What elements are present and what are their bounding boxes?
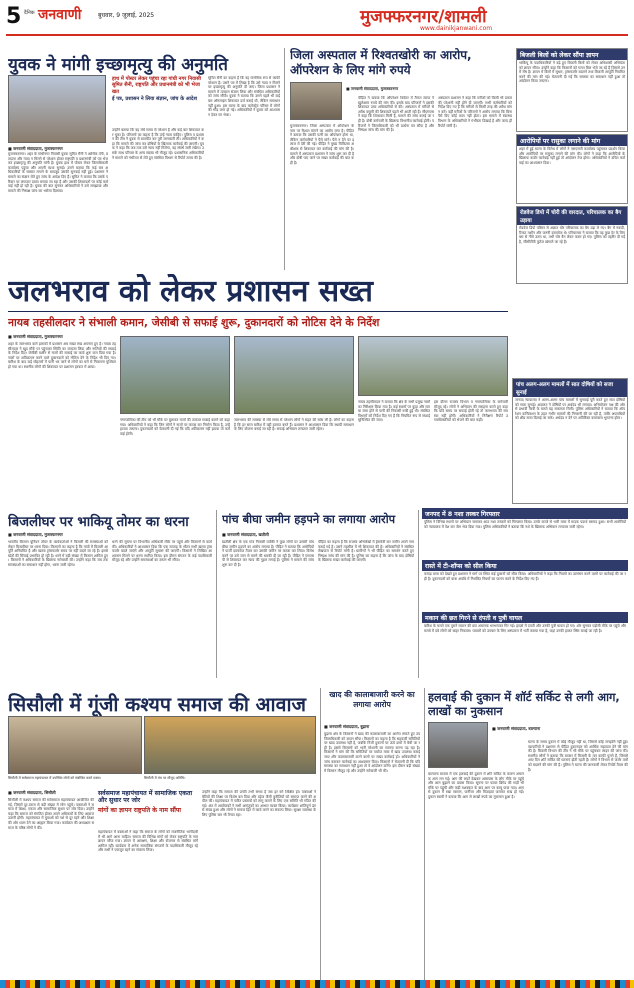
box7: मकान की छत गिरने से दंपती व पुत्री घायल बारिश के चलते एक पुराने मकान की छत अचानक भरभराकर गिर गई। हादसे में दंपती और उनकी पुत्री घायल हो गए। शोर सुनकर पड़ोसी मौके पर पहुंचे और मलबे में दबे लोगों को बाहर निकाला। घायलों को उपचार के लिए अस्पताल में भर्ती कराया गया है, जहां उनकी हालत स्थिर बताई जा रही है।: [422, 612, 628, 678]
story1-photo: [8, 75, 106, 143]
section-title: मुजफ्फरनगर/शामली: [360, 7, 487, 27]
main-photo-2: [234, 336, 354, 414]
story5-body-col1: सिसौली में कश्यप समाज की सर्वसमाज महापंचायत आयोजित की गई, जिसमें दूर-दराज से बड़ी संख्या में लोग पहुंचे। वक्ताओं ने समाज में शिक्षा, एकता और सामाजिक सुधार पर जोर दिया। उन्होंने कहा कि समाज को संगठित होकर अपने अधिकारों के लिए आवाज उठानी होगी। महापंचायत में युवाओं को नशे से दूर रहने और शिक्षा की ओर ध्यान देने का आह्वान किया गया। कार्यक्रम की अध्यक्षता समाज के वरिष्ठ लोगों ने की।: [8, 798, 94, 830]
story1-body-col2: उन्होंने बताया कि वह लंबे समय से परेशान है और कई बार शिकायत कर चुका है। परिजनों का कहना है कि उन्हें न्याय चाहिए। पुलिस व प्रशासन की टीम ने युवक से बातचीत कर पूरी जानकारी ली। अधिकारियों ने कहा कि मामले की जांच कर दोषियों के खिलाफ कार्रवाई की जाएगी। युवक ने कहा कि जब तक उसे न्याय नहीं मिलेगा, वह संघर्ष जारी रखेगा। उसके साथ परिवार के अन्य सदस्य भी मौजूद रहे। प्रशासनिक अधिकारियों ने मामले को गंभीरता से लेते हुए संबंधित विभाग से रिपोर्ट तलब की है।: [112, 128, 204, 160]
story6-body-col1: बुढ़ाना क्षेत्र के किसानों ने खाद की कालाबाजारी का आरोप लगाते हुए उपजिलाधिकारी को ज्ञापन सौंपा। किसानों का कहना है कि सहकारी समितियों पर खाद उपलब्ध नहीं है, जबकि निजी दुकानों पर ऊंचे दामों में बेची जा रही है। इससे किसानों को भारी परेशानी का सामना करना पड़ रहा है। किसानों ने मांग की कि समितियों पर पर्याप्त मात्रा में खाद उपलब्ध कराई जाए और कालाबाजारी करने वालों पर सख्त कार्रवाई हो। अधिकारियों ने जांच कराकर कार्रवाई का आश्वासन दिया। किसानों ने चेतावनी दी कि यदि समस्या का समाधान नहीं हुआ तो वे आंदोलन करेंगे। इस दौरान बड़ी संख्या में किसान मौजूद रहे और उन्होंने नारेबाजी भी की।: [324, 732, 420, 773]
story5-body-col3: उन्होंने कहा कि समाज की प्रगति तभी संभव है जब हर वर्ग शिक्षित हो। वक्ताओं ने बेटियों की शिक्षा पर विशेष बल दिया और दहेज जैसी कुरीतियों को समाप्त करने की अपील की। महापंचायत में पारित प्रस्तावों को लागू कराने के लिए एक समिति भी गठित की गई। अंत में आयोजकों ने सभी आगंतुकों का आभार व्यक्त किया। कार्यक्रम शांतिपूर्ण ढंग से संपन्न हुआ और लोगों ने समाज हित में कार्य करने का संकल्प लिया। सुरक्षा व्यवस्था के लिए पुलिस बल भी तैनात रहा।: [202, 790, 316, 817]
issue-date: बुधवार, 9 जुलाई, 2025: [98, 12, 155, 19]
story2-body-col2: पीड़ित ने बताया कि ऑपरेशन थियेटर में तैनात स्टाफ ने खुलेआम रुपये की मांग की। इसके बाद परिजनों ने इसकी शिकायत उच्च अधिकारियों से की। अस्पताल में मरीजों से अवैध वसूली की शिकायतें पहले भी आती रही हैं। सीएमएस ने कहा कि शिकायत मिली है, मामले की जांच कराई जा रही है। दोषी कर्मचारी के खिलाफ विभागीय कार्रवाई होगी। परिजनों ने जिलाधिकारी को भी प्रार्थना पत्र सौंपा है और निष्पक्ष जांच की मांग की है।: [358, 96, 434, 133]
story7-body-col1: बाल्याना बाजार में एक हलवाई की दुकान में शॉर्ट सर्किट के कारण अचानक आग लग गई। आग की लपटें देखकर आसपास के लोग मौके पर पहुंचे और आग बुझाने का प्रयास किया। सूचना पर फायर ब्रिगेड की गाड़ी भी मौके पर पहुंची और कड़ी मशक्कत के बाद आग पर काबू पाया गया। आग से दुकान में रखा सामान, फर्नीचर और मिठाइयां जलकर राख हो गईं। दुकान स्वामी ने बताया कि आग से लाखों रुपये का नुकसान हुआ है।: [428, 772, 524, 799]
masthead: [0, 0, 634, 40]
story2-body-col3: अस्पताल प्रशासन ने कहा कि मरीजों को किसी भी प्रकार की परेशानी नहीं होने दी जाएगी। सभी कर्मचारियों को निर्देश दिए गए हैं कि मरीजों से किसी तरह की अवैध मांग न करें। वहीं मरीजों के परिजनों ने आरोप लगाया कि बिना पैसे दिए कोई काम नहीं होता। इस मामले में स्वास्थ्य विभाग के अधिकारियों ने गंभीरता दिखाई है और जल्द ही रिपोर्ट मांगी है।: [438, 96, 512, 128]
story5-sidebar-headline2: मांगों का ज्ञापन राष्ट्रपति के नाम सौंपा: [98, 806, 181, 814]
main-photo-1: [120, 336, 230, 414]
story1-body-col1: मुजफ्फरनगर। शहर के गांधीनगर निवासी युवक सुमित सैनी ने आर्थिक तंगी, प्रताड़ना और न्याय न मिलने से परेशान होकर राष्ट्रपति व प्रधानमंत्री को पत्र भेजकर इच्छामृत्यु की अनुमति मांगी है। युवक हाथ में पोस्टर लेकर जिलाधिकारी कार्यालय पहुंचा और अपनी व्यथा सुनाई। उसने बताया कि कई बार अधिकारियों के चक्कर लगाने के बावजूद उसकी सुनवाई नहीं हुई। प्रशासन ने मामले का संज्ञान लेते हुए जांच के आदेश दिए हैं। सुमित ने बताया कि उसके परिवार पर लगातार दबाव बनाया जा रहा है और उसकी शिकायतों पर कोई कार्रवाई नहीं हो रही है। युवक की बात सुनकर अधिकारियों ने उसे समझाया और मामले की निष्पक्ष जांच का भरोसा दिलाया।: [8, 152, 108, 193]
main-byline: ■ जनवाणी संवाददाता, मुजफ्फरनगर: [8, 334, 63, 339]
column-divider: [424, 688, 425, 980]
story5-caption-right: सिसौली में मंच पर मौजूद अतिथि।: [144, 776, 186, 780]
column-divider: [284, 48, 285, 270]
paper-prefix: दैनिक: [24, 10, 35, 16]
box2-title: आरोपियों पर रासुका लगाने की मांग: [517, 135, 627, 146]
page-number: 5: [6, 4, 22, 29]
main-body-col5: इस दौरान राजस्व विभाग व नगरपालिका के कर्मचारी मौजूद रहे। लोगों ने अभियान की सराहना करते हुए कहा कि यदि समय पर सफाई होती रहे तो जलभराव की समस्या नहीं होगी। अधिकारियों ने निरीक्षण रिपोर्ट उच्चाधिकारियों को भेजने की बात कही।: [434, 400, 508, 423]
story5-byline: ■ जनवाणी संवाददाता, सिसौली: [8, 790, 56, 795]
box4-title: पांच अलग-अलग मामलों में सात दोषियों को सजा सुनाई: [513, 379, 627, 397]
story5-body-col2: महापंचायत में वक्ताओं ने कहा कि समाज के लोगों को राजनीतिक भागीदारी में भी आगे आना चाहिए। समाज की विभिन्न मांगों को लेकर राष्ट्रपति के नाम ज्ञापन सौंपा गया। ज्ञापन में आरक्षण, शिक्षा और रोजगार से संबंधित मांगें शामिल रहीं। कार्यक्रम में अनेक सामाजिक संगठनों के पदाधिकारी मौजूद रहे और सभी ने एकजुट रहने का संकल्प लिया।: [98, 830, 198, 853]
story3-headline: बिजलीघर पर भाकियू तोमर का धरना: [8, 515, 189, 530]
story3-body-col1: भारतीय किसान यूनियन तोमर के कार्यकर्ताओं ने बिजली की समस्याओं को लेकर बिजलीघर पर धरना दिया। किसानों का कहना है कि गांवों में बिजली आपूर्ति अनियमित है और खराब ट्रांसफार्मर समय पर नहीं बदले जा रहे हैं। इससे खेतों की सिंचाई प्रभावित हो रही है। धरने में बड़ी संख्या में किसान शामिल हुए। किसानों ने अधिकारियों के खिलाफ नारेबाजी की। उन्होंने कहा कि जब तक समस्याओं का समाधान नहीं होगा, धरना जारी रहेगा।: [8, 540, 108, 567]
main-subheadline: नायब तहसीलदार ने संभाली कमान, जेसीबी से सफाई शुरू, दुकानदारों को नोटिस देने के निर्देश: [8, 316, 380, 329]
column-divider: [320, 688, 321, 980]
box1-title: बिजली बिलों को लेकर सौंपा ज्ञापन: [517, 49, 627, 60]
main-body-col3: जलभराव की समस्या से लंबे समय से परेशान लोगों ने राहत की सांस ली है। लोगों का कहना है कि हर साल बारिश में यही हालात बनते हैं। प्रशासन ने आश्वासन दिया कि स्थायी समाधान के लिए योजना बनाई जा रही है। सफाई अभियान लगातार जारी रहेगा।: [234, 418, 354, 432]
main-photo-3: [358, 336, 508, 396]
story5-photo-right: [144, 716, 316, 774]
story2-byline: ■ जनवाणी संवाददाता, मुजफ्फरनगर: [346, 86, 399, 91]
story5-headline: सिसौली में गूंजी कश्यप समाज की आवाज: [8, 693, 306, 716]
main-headline: जलभराव को लेकर प्रशासन सख्त: [8, 274, 373, 309]
color-registration-band: [0, 980, 634, 988]
main-headline-rule: [8, 311, 508, 312]
main-body-col4: नायब तहसीलदार ने बताया कि क्षेत्र के सभी प्रमुख नालों का निरीक्षण किया गया है। कई स्थानों पर कूड़ा और मलबा जमा होने से पानी की निकासी रुकी हुई थी। संबंधित विभागों को निर्देश दिए गए हैं कि नियमित रूप से सफाई सुनिश्चित की जाए।: [358, 400, 430, 423]
story1-headline: युवक ने मांगी इच्छामृत्यु की अनुमति: [8, 55, 228, 75]
story7-body-col2: घटना के समय दुकान में कोई मौजूद नहीं था, जिससे कोई जनहानि नहीं हुई। व्यापारियों ने प्रशासन से पीड़ित दुकानदार को आर्थिक सहायता देने की मांग की है। बिजली विभाग की टीम ने भी मौके पर पहुंचकर लाइन की जांच की। स्थानीय लोगों ने बताया कि बाजार में बिजली के तार काफी पुराने हैं, जिससे आए दिन शॉर्ट सर्किट की घटनाएं होती रहती हैं। लोगों ने विभाग से जर्जर तारों को बदलने की मांग की है। पुलिस ने घटना की जानकारी लेकर रिपोर्ट तैयार की है।: [528, 740, 628, 772]
story5-sidebar: [98, 790, 198, 814]
paper-name: जनवाणी: [38, 7, 82, 23]
main-body-col1: शहर के जलभराव वाले इलाकों में प्रशासन अब सख्त रुख अपनाए हुए है। नायब तहसीलदार ने खुद मौके पर पहुंचकर स्थिति का जायजा लिया और नालियों की सफाई के निर्देश दिए। जेसीबी मशीन से नालों की सफाई का कार्य शुरू करा दिया गया है। नालों पर अतिक्रमण करने वाले दुकानदारों को नोटिस देने के निर्देश भी दिए गए। बारिश के बाद कई मोहल्लों में पानी भर जाने से लोगों का घरों से निकलना मुश्किल हो गया था। स्थानीय लोगों की शिकायत पर प्रशासन हरकत में आया।: [8, 342, 116, 369]
story7-byline: ■ जनवाणी संवाददाता, बाल्याना: [492, 726, 541, 731]
box5-title: जनपद में 8 नशा तस्कर गिरफ्तार: [422, 508, 628, 519]
main-body-col2: नगरपालिका की टीम को भी मौके पर बुलाकर नालों की तत्काल सफाई कराने को कहा गया। अधिकारियों ने कहा कि जिन लोगों ने नालों पर कब्जा कर निर्माण किया है, उन्हें हटाया जाएगा। दुकानदारों को चेतावनी दी गई कि यदि अतिक्रमण नहीं हटाया तो कार्रवाई होगी।: [120, 418, 230, 436]
story3-body-col2: धरने की सूचना पर विभागीय अधिकारी मौके पर पहुंचे और किसानों से वार्ता की। अधिकारियों ने आश्वासन दिया कि एक सप्ताह के भीतर सभी खराब ट्रांसफार्मर बदले जाएंगे और आपूर्ति सुचारू की जाएगी। किसानों ने लिखित आश्वासन मिलने पर धरना स्थगित किया। इस दौरान संगठन के कई पदाधिकारी मौजूद रहे और उन्होंने समस्याओं का ज्ञापन भी सौंपा।: [112, 540, 212, 563]
story4-body-col1: खतौली क्षेत्र के एक गांव निवासी व्यक्ति ने कुछ लोगों पर उसकी पांच बीघा जमीन हड़पने का आरोप लगाया है। पीड़ित ने बताया कि आरोपियों ने फर्जी दस्तावेज तैयार कर उसकी जमीन पर कब्जा कर लिया। विरोध करने पर उसे जान से मारने की धमकी दी जा रही है। पीड़ित ने एसएसपी से शिकायत कर न्याय की गुहार लगाई है। पुलिस ने मामले की जांच शुरू कर दी है।: [222, 540, 314, 567]
story1-byline: ■ जनवाणी संवाददाता, मुजफ्फरनगर: [8, 146, 63, 151]
masthead-rule: [6, 34, 628, 36]
story4-body-col2: पीड़ित का कहना है कि राजस्व अभिलेखों में हेराफेरी कर जमीन अपने नाम कराई गई है। उसने तहसील में भी शिकायत की है। अधिकारियों ने संबंधित लेखपाल से रिपोर्ट मांगी है। ग्रामीणों ने भी पीड़ित का समर्थन करते हुए निष्पक्ष जांच की मांग की है। पुलिस का कहना है कि जांच के बाद दोषियों के खिलाफ सख्त कार्रवाई की जाएगी।: [318, 540, 414, 563]
box5: जनपद में 8 नशा तस्कर गिरफ्तार पुलिस ने विभिन्न स्थानों पर अभियान चलाकर आठ नशा तस्करों को गिरफ्तार किया। उनके कब्जे से भारी मात्रा में मादक पदार्थ बरामद हुआ। सभी आरोपियों को न्यायालय में पेश कर जेल भेज दिया गया। पुलिस अधिकारियों ने बताया कि नशे के खिलाफ अभियान लगातार जारी रहेगा।: [422, 508, 628, 558]
box3: रोडवेज डिपो में चोरी की वारदात, परिचालक का बैग उड़ाया रोडवेज डिपो परिसर से अज्ञात चोर परिचालक का बैग उड़ा ले गए। बैग में नकदी, टिकट मशीन और जरूरी दस्तावेज थे। परिचालक ने बताया कि वह कुछ देर के लिए बस से नीचे उतरा था, तभी चोर बैग लेकर फरार हो गए। पुलिस को तहरीर दी गई है, सीसीटीवी फुटेज खंगाले जा रहे हैं।: [516, 206, 628, 284]
story5-sidebar-headline: सर्वसमाज महापंचायत में सामाजिक एकता और सुधार पर जोर: [98, 790, 193, 805]
box3-title: रोडवेज डिपो में चोरी की वारदात, परिचालक का बैग उड़ाया: [517, 207, 627, 225]
website-url: www.dainikjanwani.com: [420, 25, 493, 32]
story7-photo: [428, 722, 488, 768]
story5-caption-left: सिसौली में सर्वसमाज महापंचायत में उपस्थित लोगों को संबोधित करते वक्ता।: [8, 776, 101, 780]
box7-title: मकान की छत गिरने से दंपती व पुत्री घायल: [422, 612, 628, 623]
box6-title: रास्ते में टी-शॉप्स को सील किया: [422, 560, 628, 571]
box6: रास्ते में टी-शॉप्स को सील किया कांवड़ यात्रा को देखते हुए प्रशासन ने मार्ग पर स्थित कई दुकानों को सील किया। अधिकारियों ने कहा कि नियमों का उल्लंघन करने वालों पर कार्रवाई की जा रही है। दुकानदारों को यात्रा अवधि में निर्धारित नियमों का पालन करने के निर्देश दिए गए हैं।: [422, 560, 628, 610]
story1-body-col3: सुमित सैनी का कहना है कि वह मानसिक रूप से काफी परेशान है। उसने पत्र में लिखा है कि उसे न्याय न मिलने पर इच्छामृत्यु की अनुमति दी जाए। जिला प्रशासन ने मामले में तत्काल संज्ञान लिया और संबंधित अधिकारियों को जांच सौंपी। युवक ने बताया कि उसने पहले भी कई बार ऑनलाइन शिकायत दर्ज कराई थी, लेकिन समाधान नहीं हुआ। इस घटना के बाद कलेक्ट्रेट परिसर में लोगों की भीड़ जमा हो गई। अधिकारियों ने युवक को आश्वासन देकर घर भेजा।: [208, 76, 280, 117]
box2: आरोपियों पर रासुका लगाने की मांग शहर में हुई घटना के विरोध में लोगों ने एसएसपी कार्यालय पहुंचकर प्रदर्शन किया और आरोपियों पर रासुका लगाने की मांग की। लोगों ने कहा कि आरोपियों के खिलाफ कठोर कार्रवाई नहीं हुई तो आंदोलन तेज होगा। अधिकारियों ने उचित कार्रवाई का आश्वासन दिया।: [516, 134, 628, 204]
story7-headline: हलवाई की दुकान में शॉर्ट सर्किट से लगी आग, लाखों का नुकसान: [428, 690, 620, 718]
column-divider: [418, 510, 419, 678]
story2-body-col1: मुजफ्फरनगर। जिला अस्पताल में ऑपरेशन के नाम पर रिश्वत मांगने का आरोप लगा है। पीड़ित ने बताया कि उसकी पत्नी का ऑपरेशन होना था, लेकिन कर्मचारियों ने पैसे मांगे। पैसे न देने पर इलाज में देरी की गई। पीड़ित ने मुख्य चिकित्सा अधीक्षक से शिकायत कर कार्रवाई की मांग की है। मामले में अस्पताल प्रशासन ने जांच शुरू कर दी है और दोषी पाए जाने पर सख्त कार्रवाई की बात कही है।: [290, 124, 354, 165]
box4: पांच अलग-अलग मामलों में सात दोषियों को सजा सुनाई जनपद न्यायालय ने अलग-अलग पांच मामलों में सुनवाई पूरी करते हुए सात दोषियों को सजा सुनाई। अदालत ने दोषियों पर अर्थदंड भी लगाया। अभियोजन पक्ष की ओर से प्रभावी पैरवी के चलते यह सफलता मिली। पुलिस अधिकारियों ने बताया कि ऑपरेशन कन्विक्शन के तहत गंभीर मामलों की निगरानी की जा रही है, ताकि अपराधियों को शीघ्र सजा दिलाई जा सके। अर्थदंड न देने पर अतिरिक्त कारावास भुगतना होगा।: [512, 378, 628, 504]
story1-side-headline: हाथ में पोस्टर लेकर पहुंचा रहा गांधी नगर निवासी सुमित सैनी, राष्ट्रपति और प्रधानमंत्री को भी भेजा खत: [112, 76, 201, 95]
box1: बिजली बिलों को लेकर सौंपा ज्ञापन भाकियू के पदाधिकारियों ने बढ़े हुए बिजली बिलों को लेकर अधिशासी अभियंता को ज्ञापन सौंपा। उन्होंने कहा कि किसानों को गलत बिल भेजे जा रहे हैं जिससे उनमें रोष है। ज्ञापन में बिलों में सुधार, ट्रांसफार्मर बदलने तथा बिजली आपूर्ति नियमित करने की मांग की गई। चेतावनी दी गई कि समस्या का समाधान नहीं हुआ तो आंदोलन किया जाएगा।: [516, 48, 628, 132]
story6-byline: ■ जनवाणी संवाददाता, बुढ़ाना: [324, 724, 370, 729]
story3-byline: ■ जनवाणी संवाददाता, मुजफ्फरनगर: [8, 532, 63, 537]
story2-headline: जिला अस्पताल में रिश्वतखोरी का आरोप, ऑपरेशन के लिए मांगे रुपये: [290, 48, 472, 77]
story1-sidebar: [112, 76, 204, 103]
story2-photo: [290, 82, 342, 120]
story1-side-highlight: ई पत्र, प्रशासन ने लिया संज्ञान, जांच के आदेश: [112, 96, 197, 103]
column-divider: [216, 510, 217, 678]
story5-photo-left: [8, 716, 142, 774]
story4-headline: पांच बीघा जमीन हड़पने का लगाया आरोप: [222, 512, 396, 526]
story4-byline: ■ जनवाणी संवाददाता, खतौली: [222, 532, 269, 537]
story6-headline: खाद की कालाबाजारी करने का लगाया आरोप: [329, 690, 415, 709]
